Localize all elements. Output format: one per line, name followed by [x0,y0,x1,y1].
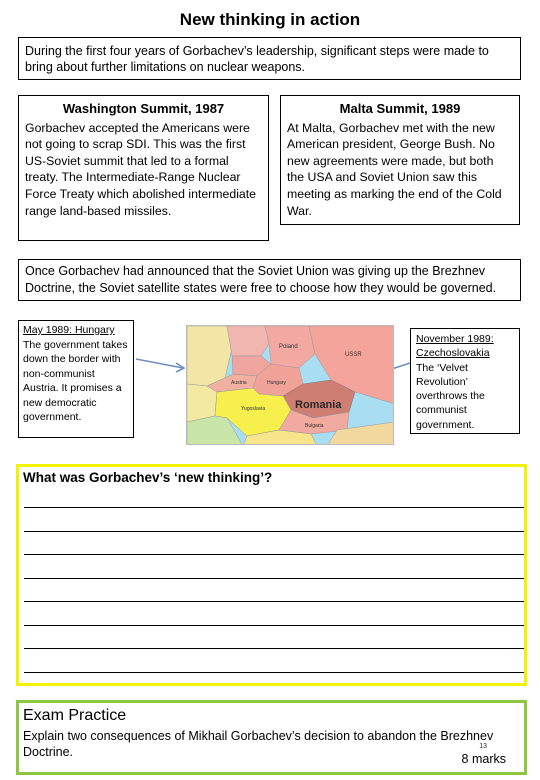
exam-practice-heading: Exam Practice [23,707,127,724]
map-label-romania: Romania [295,399,342,411]
answer-line[interactable] [24,672,524,673]
exam-marks: 8 marks [461,752,506,766]
czechoslovakia-box [410,328,520,434]
intro-box: During the first four years of Gorbachev’s leadership, significant steps were made to bring about further limitations on nuclear weapons. [18,37,521,80]
question-text: What was Gorbachev’s ‘new thinking’? [23,470,273,485]
answer-line[interactable] [24,531,524,532]
map-label-yugoslavia: Yugoslavia [241,406,266,412]
czechoslovakia-date: November 1989: Czechoslovakia [416,333,494,360]
map-label-ussr: USSR [345,352,362,358]
map-label-poland: Poland [279,344,298,350]
answer-line[interactable] [24,578,524,579]
washington-summit-text: Gorbachev accepted the Americans were not going to scrap SDI. This was the first US-Soviet summit that led to a formal treaty. The Intermediate-Range Nuclear Force Treaty which abolished intermediate range land-based missiles. [25,120,257,218]
answer-line[interactable] [24,648,524,649]
hungary-text: The government takes down the border with non-communist Austria. It promises a new democratic government. [23,338,128,423]
answer-line[interactable] [24,625,524,626]
map-label-bulgaria: Bulgaria [305,423,324,429]
malta-summit-heading: Malta Summit, 1989 [339,101,461,116]
washington-summit-heading: Washington Summit, 1987 [62,101,225,116]
page-title: New thinking in action [179,10,361,29]
map-image [187,326,394,445]
brezhnev-doctrine-box: Once Gorbachev had announced that the Soviet Union was giving up the Brezhnev Doctrine, the Soviet satellite states were free to choose how they would be governed. [18,259,521,301]
map-label-austria: Austria [231,380,247,386]
page-number: 13 [479,743,487,750]
map-label-hungary: Hungary [267,380,286,386]
question-box [16,464,527,686]
czechoslovakia-text: The ‘Velvet Revolution’ overthrows the communist government. [416,361,485,431]
malta-summit-box [280,95,520,225]
exam-practice-box [16,700,527,775]
hungary-date: May 1989: Hungary [23,324,115,336]
answer-line[interactable] [24,554,524,555]
eastern-europe-map [186,325,394,445]
malta-summit-text: At Malta, Gorbachev met with the new American president, George Bush. No new agreements were made, but both the USA and Soviet Union saw this meeting as marking the end of the Cold War. [287,120,502,218]
answer-line[interactable] [24,507,524,508]
answer-line[interactable] [24,601,524,602]
washington-summit-box [18,95,269,241]
exam-practice-question: Explain two consequences of Mikhail Gorbachev’s decision to abandon the Brezhnev Doctrine. [23,729,494,759]
arrow-to-hungary-icon [134,355,189,375]
hungary-box [18,320,134,438]
